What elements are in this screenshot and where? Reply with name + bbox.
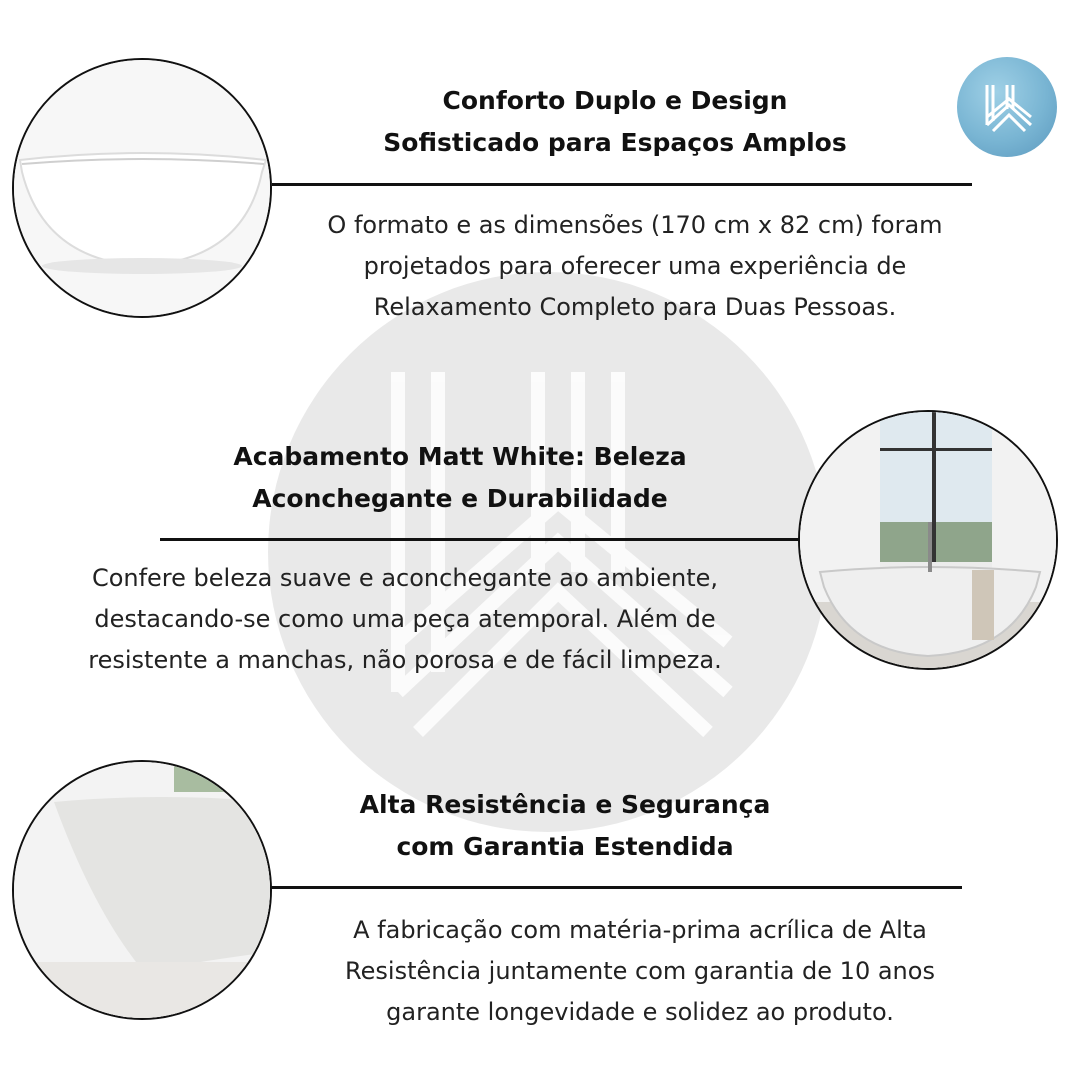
bathtub-photo-closeup (12, 760, 272, 1020)
bathtub-photo-side-view (12, 58, 272, 318)
section-3-body: A fabricação com matéria-prima acrílica de Alta Resistência juntamente com garantia de 10 anos garante longevidade e solidez ao produto. (345, 916, 935, 1026)
section-3-title: Alta Resistência e Segurança com Garantia Estendida (359, 790, 771, 861)
section-1-title: Conforto Duplo e Design Sofisticado para Espaços Amplos (383, 86, 847, 157)
section-2-title: Acabamento Matt White: Beleza Aconchegante e Durabilidade (233, 442, 687, 513)
bathtub-photo-room-window (798, 410, 1058, 670)
background-watermark-logo (268, 272, 828, 832)
section-1-body: O formato e as dimensões (170 cm x 82 cm) foram projetados para oferecer uma experiência de Relaxamento Completo para Duas Pessoas. (327, 211, 943, 321)
section-2-body: Confere beleza suave e aconchegante ao ambiente, destacando-se como uma peça atemporal. Além de resistente a manchas, não porosa e de fácil limpeza. (88, 564, 722, 674)
brand-logo-icon (957, 57, 1057, 157)
section-1-divider (272, 183, 972, 186)
section-3-divider (270, 886, 962, 889)
section-2-divider (160, 538, 800, 541)
